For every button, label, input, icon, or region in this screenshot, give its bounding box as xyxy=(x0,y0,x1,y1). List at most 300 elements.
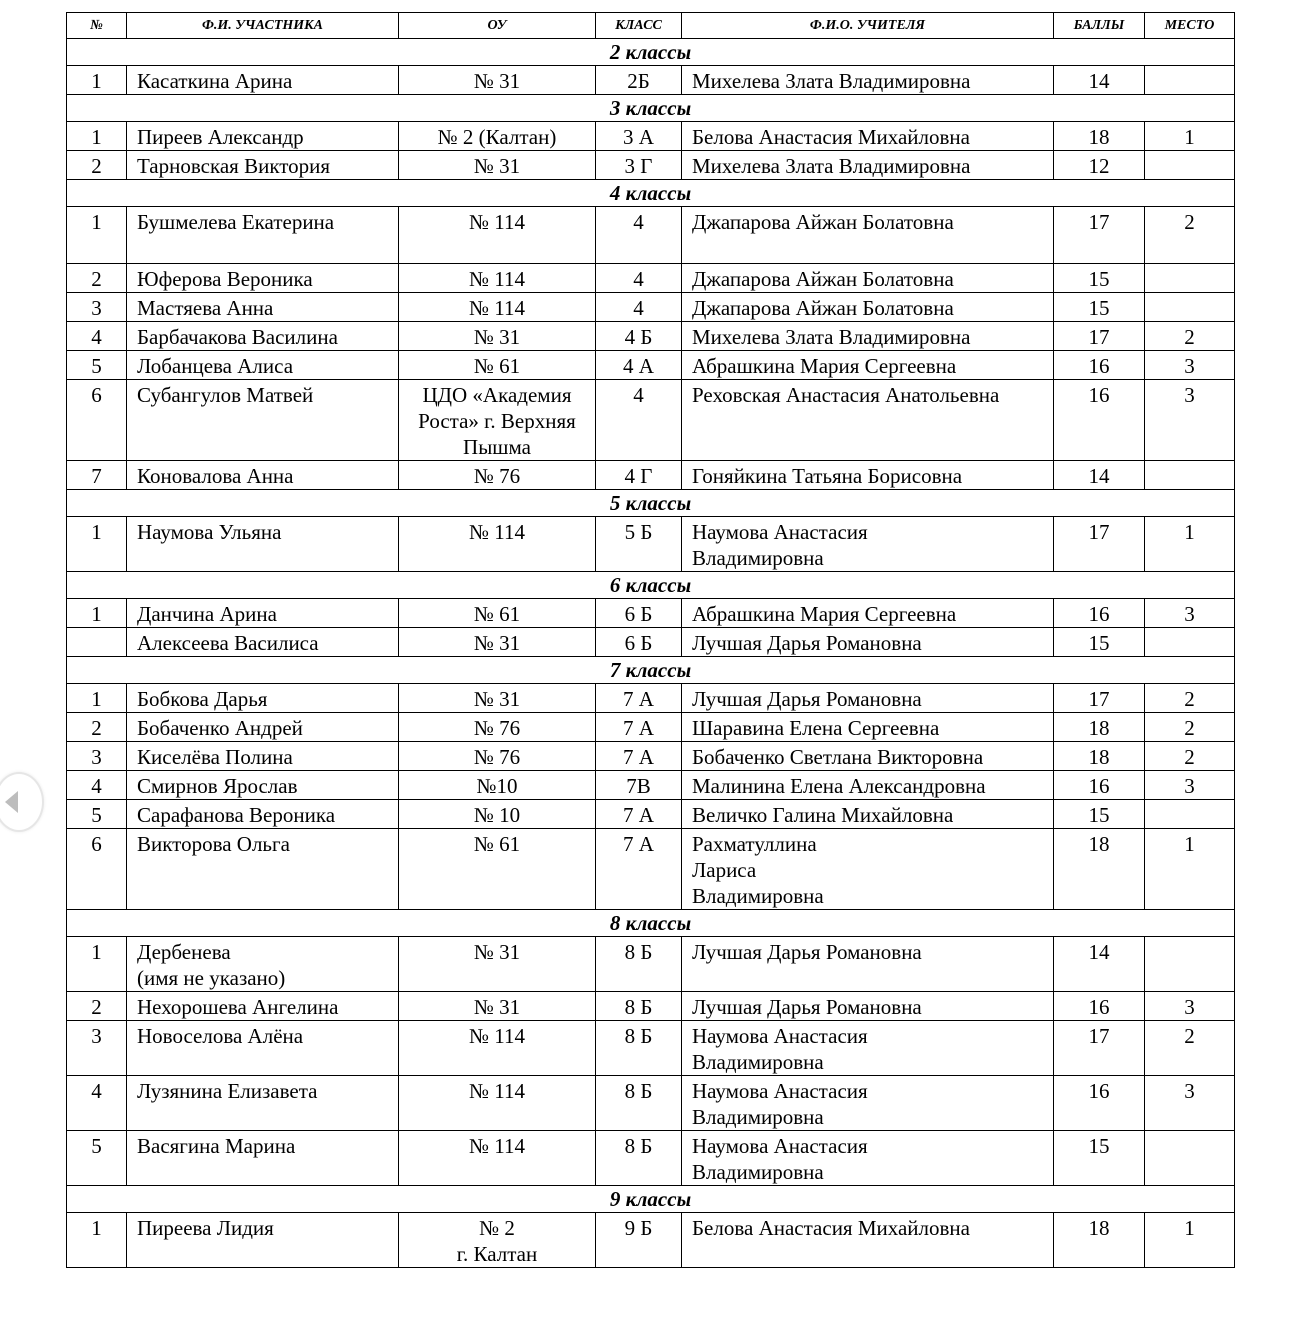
place-cell xyxy=(1145,351,1235,380)
section-title: 6 классы xyxy=(67,572,1235,599)
row-number-text: 7 xyxy=(91,464,102,488)
row-number-text: 6 xyxy=(91,832,102,856)
section-header-row xyxy=(67,490,1235,517)
participant-name xyxy=(127,684,399,713)
grade-cell xyxy=(596,713,682,742)
school-cell xyxy=(399,1213,596,1268)
participant-name-text: Дербенева (имя не указано) xyxy=(137,940,286,990)
table-row xyxy=(67,713,1235,742)
row-number-text: 4 xyxy=(91,774,102,798)
place-cell xyxy=(1145,628,1235,657)
row-number-text: 1 xyxy=(91,520,102,544)
table-body xyxy=(67,39,1235,1268)
place-cell xyxy=(1145,992,1235,1021)
place-cell-text: 1 xyxy=(1184,832,1195,856)
place-cell xyxy=(1145,461,1235,490)
participant-name xyxy=(127,66,399,95)
row-number-text: 1 xyxy=(91,687,102,711)
participant-name-text: Викторова Ольга xyxy=(137,832,290,856)
score-cell-text: 18 xyxy=(1088,832,1110,856)
school-cell-text: № 76 xyxy=(473,716,521,740)
teacher-name-text: Гоняйкина Татьяна Борисовна xyxy=(692,464,963,488)
grade-cell xyxy=(596,1021,682,1076)
grade-cell-text: 8 Б xyxy=(624,995,653,1019)
section-title: 4 классы xyxy=(67,180,1235,207)
place-cell-text: 2 xyxy=(1184,716,1195,740)
teacher-name-text: Белова Анастасия Михайловна xyxy=(692,125,970,149)
section-header-row xyxy=(67,180,1235,207)
participant-name xyxy=(127,207,399,264)
table-row xyxy=(67,599,1235,628)
teacher-name-text: Наумова Анастасия Владимировна xyxy=(692,1024,868,1074)
table-row xyxy=(67,937,1235,992)
school-cell xyxy=(399,66,596,95)
teacher-name xyxy=(682,599,1054,628)
participant-name xyxy=(127,800,399,829)
school-cell xyxy=(399,937,596,992)
grade-cell-text: 7 А xyxy=(623,745,654,769)
teacher-name-text: Джапарова Айжан Болатовна xyxy=(692,267,954,291)
header-teacher: Ф.И.О. УЧИТЕЛЯ xyxy=(682,13,1054,39)
participant-name xyxy=(127,264,399,293)
row-number-text: 5 xyxy=(91,354,102,378)
row-number-text: 1 xyxy=(91,210,102,234)
school-cell-text: № 76 xyxy=(473,464,521,488)
school-cell xyxy=(399,461,596,490)
participant-name-text: Бобкова Дарья xyxy=(137,687,268,711)
participant-name xyxy=(127,293,399,322)
participant-name-text: Киселёва Полина xyxy=(137,745,293,769)
score-cell xyxy=(1054,66,1145,95)
place-cell xyxy=(1145,151,1235,180)
teacher-name xyxy=(682,517,1054,572)
table-row xyxy=(67,1131,1235,1186)
place-cell xyxy=(1145,1076,1235,1131)
score-cell-text: 17 xyxy=(1088,325,1110,349)
section-title: 3 классы xyxy=(67,95,1235,122)
teacher-name-text: Абрашкина Мария Сергеевна xyxy=(692,602,957,626)
section-header-row xyxy=(67,572,1235,599)
participant-name xyxy=(127,351,399,380)
chevron-left-icon xyxy=(5,791,18,813)
score-cell-text: 18 xyxy=(1088,125,1110,149)
score-cell-text: 15 xyxy=(1088,1134,1110,1158)
participant-name-text: Нехорошева Ангелина xyxy=(137,995,339,1019)
score-cell xyxy=(1054,264,1145,293)
teacher-name xyxy=(682,351,1054,380)
table-row xyxy=(67,66,1235,95)
row-number xyxy=(67,992,127,1021)
row-number-text: 2 xyxy=(91,995,102,1019)
school-cell xyxy=(399,628,596,657)
score-cell-text: 17 xyxy=(1088,210,1110,234)
grade-cell xyxy=(596,992,682,1021)
participant-name-text: Бобаченко Андрей xyxy=(137,716,303,740)
participant-name xyxy=(127,151,399,180)
section-header-row xyxy=(67,1186,1235,1213)
teacher-name-text: Наумова Анастасия Владимировна xyxy=(692,520,868,570)
row-number xyxy=(67,293,127,322)
school-cell-text: № 114 xyxy=(468,1024,525,1048)
row-number xyxy=(67,351,127,380)
section-title: 5 классы xyxy=(67,490,1235,517)
teacher-name-text: Бобаченко Светлана Викторовна xyxy=(692,745,984,769)
section-header-row xyxy=(67,39,1235,66)
place-cell-text: 2 xyxy=(1184,325,1195,349)
place-cell xyxy=(1145,684,1235,713)
table-row xyxy=(67,293,1235,322)
participant-name-text: Мастяева Анна xyxy=(137,296,274,320)
grade-cell-text: 4 xyxy=(633,383,644,407)
grade-cell-text: 4 xyxy=(633,296,644,320)
school-cell-text: № 2 г. Калтан xyxy=(456,1216,538,1266)
score-cell-text: 16 xyxy=(1088,383,1110,407)
grade-cell xyxy=(596,684,682,713)
table-row xyxy=(67,771,1235,800)
score-cell xyxy=(1054,1131,1145,1186)
grade-cell xyxy=(596,771,682,800)
teacher-name-text: Лучшая Дарья Романовна xyxy=(692,687,922,711)
school-cell-text: № 2 (Калтан) xyxy=(437,125,557,149)
teacher-name xyxy=(682,628,1054,657)
grade-cell xyxy=(596,517,682,572)
teacher-name xyxy=(682,800,1054,829)
score-cell-text: 16 xyxy=(1088,995,1110,1019)
participant-name xyxy=(127,1213,399,1268)
row-number-text: 1 xyxy=(91,1216,102,1240)
place-cell-text: 3 xyxy=(1184,602,1195,626)
score-cell-text: 18 xyxy=(1088,745,1110,769)
participant-name-text: Юферова Вероника xyxy=(137,267,313,291)
score-cell xyxy=(1054,322,1145,351)
school-cell xyxy=(399,1076,596,1131)
row-number-text: 6 xyxy=(91,383,102,407)
score-cell xyxy=(1054,461,1145,490)
school-cell xyxy=(399,380,596,461)
school-cell xyxy=(399,771,596,800)
score-cell-text: 17 xyxy=(1088,687,1110,711)
teacher-name xyxy=(682,151,1054,180)
table-row xyxy=(67,517,1235,572)
table-row xyxy=(67,264,1235,293)
grade-cell-text: 8 Б xyxy=(624,1024,653,1048)
grade-cell xyxy=(596,829,682,910)
grade-cell xyxy=(596,742,682,771)
place-cell-text: 2 xyxy=(1184,210,1195,234)
section-title: 8 классы xyxy=(67,910,1235,937)
place-cell xyxy=(1145,322,1235,351)
header-school: ОУ xyxy=(399,13,596,39)
place-cell xyxy=(1145,800,1235,829)
grade-cell-text: 7 А xyxy=(623,832,654,856)
score-cell xyxy=(1054,351,1145,380)
school-cell xyxy=(399,122,596,151)
table-row xyxy=(67,461,1235,490)
row-number xyxy=(67,742,127,771)
row-number-text: 1 xyxy=(91,125,102,149)
row-number-text: 1 xyxy=(91,69,102,93)
participant-name-text: Пиреева Лидия xyxy=(137,1216,274,1240)
teacher-name-text: Белова Анастасия Михайловна xyxy=(692,1216,970,1240)
grade-cell xyxy=(596,207,682,264)
score-cell-text: 16 xyxy=(1088,602,1110,626)
row-number-text: 2 xyxy=(91,154,102,178)
header-participant: Ф.И. УЧАСТНИКА xyxy=(127,13,399,39)
row-number xyxy=(67,713,127,742)
score-cell xyxy=(1054,1213,1145,1268)
grade-cell xyxy=(596,628,682,657)
school-cell xyxy=(399,800,596,829)
place-cell-text: 3 xyxy=(1184,1079,1195,1103)
row-number-text: 1 xyxy=(91,940,102,964)
section-title: 7 классы xyxy=(67,657,1235,684)
grade-cell-text: 8 Б xyxy=(624,940,653,964)
table-row xyxy=(67,800,1235,829)
row-number xyxy=(67,517,127,572)
place-cell xyxy=(1145,380,1235,461)
participant-name xyxy=(127,992,399,1021)
teacher-name xyxy=(682,264,1054,293)
school-cell-text: № 61 xyxy=(473,354,521,378)
participant-name-text: Алексеева Василиса xyxy=(137,631,319,655)
grade-cell xyxy=(596,122,682,151)
row-number xyxy=(67,599,127,628)
place-cell-text: 1 xyxy=(1184,1216,1195,1240)
teacher-name xyxy=(682,461,1054,490)
score-cell xyxy=(1054,771,1145,800)
row-number-text: 4 xyxy=(91,1079,102,1103)
grade-cell xyxy=(596,66,682,95)
place-cell-text: 3 xyxy=(1184,383,1195,407)
place-cell-text: 1 xyxy=(1184,125,1195,149)
participant-name-text: Касаткина Арина xyxy=(137,69,293,93)
row-number-text: 1 xyxy=(91,602,102,626)
school-cell xyxy=(399,1021,596,1076)
grade-cell xyxy=(596,151,682,180)
school-cell xyxy=(399,151,596,180)
school-cell xyxy=(399,829,596,910)
participant-name-text: Коновалова Анна xyxy=(137,464,294,488)
grade-cell-text: 2Б xyxy=(627,69,650,93)
school-cell-text: № 31 xyxy=(473,154,521,178)
school-cell xyxy=(399,322,596,351)
table-row xyxy=(67,684,1235,713)
grade-cell xyxy=(596,293,682,322)
row-number xyxy=(67,380,127,461)
grade-cell-text: 7В xyxy=(626,774,651,798)
participant-name-text: Бушмелева Екатерина xyxy=(137,210,335,234)
score-cell-text: 17 xyxy=(1088,520,1110,544)
grade-cell xyxy=(596,322,682,351)
school-cell xyxy=(399,517,596,572)
section-header-row xyxy=(67,657,1235,684)
score-cell-text: 15 xyxy=(1088,296,1110,320)
place-cell-text: 3 xyxy=(1184,354,1195,378)
participant-name-text: Субангулов Матвей xyxy=(137,383,314,407)
school-cell-text: № 31 xyxy=(473,325,521,349)
participant-name xyxy=(127,1076,399,1131)
score-cell xyxy=(1054,599,1145,628)
row-number xyxy=(67,628,127,657)
grade-cell xyxy=(596,599,682,628)
score-cell-text: 15 xyxy=(1088,631,1110,655)
row-number-text: 5 xyxy=(91,803,102,827)
teacher-name xyxy=(682,771,1054,800)
school-cell-text: № 31 xyxy=(473,687,521,711)
header-row xyxy=(67,13,1235,39)
row-number xyxy=(67,322,127,351)
header-score: БАЛЛЫ xyxy=(1054,13,1145,39)
participant-name-text: Тарновская Виктория xyxy=(137,154,331,178)
place-cell xyxy=(1145,713,1235,742)
teacher-name xyxy=(682,207,1054,264)
teacher-name-text: Михелева Злата Владимировна xyxy=(692,69,971,93)
school-cell-text: № 31 xyxy=(473,631,521,655)
place-cell xyxy=(1145,771,1235,800)
school-cell-text: № 114 xyxy=(468,1079,525,1103)
participant-name xyxy=(127,628,399,657)
score-cell xyxy=(1054,742,1145,771)
place-cell xyxy=(1145,599,1235,628)
grade-cell-text: 4 Г xyxy=(624,464,653,488)
place-cell xyxy=(1145,742,1235,771)
participant-name xyxy=(127,122,399,151)
row-number xyxy=(67,800,127,829)
teacher-name-text: Лучшая Дарья Романовна xyxy=(692,940,922,964)
grade-cell-text: 7 А xyxy=(623,716,654,740)
row-number-text: 3 xyxy=(91,745,102,769)
place-cell xyxy=(1145,207,1235,264)
teacher-name xyxy=(682,713,1054,742)
participant-name xyxy=(127,517,399,572)
participant-name-text: Пиреев Александр xyxy=(137,125,304,149)
row-number-text: 3 xyxy=(91,1024,102,1048)
score-cell-text: 15 xyxy=(1088,803,1110,827)
score-cell xyxy=(1054,937,1145,992)
school-cell xyxy=(399,264,596,293)
teacher-name xyxy=(682,1021,1054,1076)
participant-name xyxy=(127,1131,399,1186)
table-row xyxy=(67,992,1235,1021)
row-number xyxy=(67,1213,127,1268)
school-cell xyxy=(399,684,596,713)
grade-cell-text: 8 Б xyxy=(624,1079,653,1103)
participant-name xyxy=(127,599,399,628)
table-row xyxy=(67,322,1235,351)
teacher-name xyxy=(682,742,1054,771)
table-row xyxy=(67,151,1235,180)
header-grade: КЛАСС xyxy=(596,13,682,39)
section-header-row xyxy=(67,910,1235,937)
participant-name-text: Новоселова Алёна xyxy=(137,1024,304,1048)
participant-name-text: Барбачакова Василина xyxy=(137,325,338,349)
teacher-name-text: Наумова Анастасия Владимировна xyxy=(692,1134,868,1184)
school-cell xyxy=(399,599,596,628)
score-cell xyxy=(1054,800,1145,829)
previous-page-button[interactable] xyxy=(0,772,44,832)
row-number-text: 4 xyxy=(91,325,102,349)
grade-cell xyxy=(596,461,682,490)
place-cell xyxy=(1145,122,1235,151)
score-cell xyxy=(1054,517,1145,572)
place-cell-text: 3 xyxy=(1184,774,1195,798)
teacher-name xyxy=(682,293,1054,322)
grade-cell-text: 5 Б xyxy=(624,520,653,544)
row-number xyxy=(67,937,127,992)
row-number-text: 5 xyxy=(91,1134,102,1158)
section-title: 9 классы xyxy=(67,1186,1235,1213)
table-row xyxy=(67,380,1235,461)
row-number xyxy=(67,771,127,800)
table-row xyxy=(67,628,1235,657)
score-cell xyxy=(1054,207,1145,264)
grade-cell-text: 3 А xyxy=(623,125,654,149)
teacher-name-text: Михелева Злата Владимировна xyxy=(692,154,971,178)
school-cell xyxy=(399,207,596,264)
section-title: 2 классы xyxy=(67,39,1235,66)
school-cell-text: № 114 xyxy=(468,267,525,291)
teacher-name-text: Наумова Анастасия Владимировна xyxy=(692,1079,868,1129)
row-number xyxy=(67,684,127,713)
participant-name-text: Лузянина Елизавета xyxy=(137,1079,318,1103)
row-number xyxy=(67,1076,127,1131)
teacher-name-text: Рахматуллина Лариса Владимировна xyxy=(692,832,824,908)
place-cell xyxy=(1145,1021,1235,1076)
place-cell-text: 2 xyxy=(1184,1024,1195,1048)
row-number xyxy=(67,461,127,490)
table-row xyxy=(67,1021,1235,1076)
school-cell xyxy=(399,713,596,742)
participant-name-text: Наумова Ульяна xyxy=(137,520,282,544)
score-cell-text: 14 xyxy=(1088,69,1110,93)
teacher-name xyxy=(682,829,1054,910)
place-cell-text: 2 xyxy=(1184,687,1195,711)
participant-name xyxy=(127,742,399,771)
teacher-name-text: Лучшая Дарья Романовна xyxy=(692,995,922,1019)
table-row xyxy=(67,829,1235,910)
teacher-name-text: Лучшая Дарья Романовна xyxy=(692,631,922,655)
table-row xyxy=(67,207,1235,264)
row-number xyxy=(67,207,127,264)
teacher-name xyxy=(682,1076,1054,1131)
row-number xyxy=(67,264,127,293)
school-cell xyxy=(399,992,596,1021)
row-number xyxy=(67,66,127,95)
teacher-name xyxy=(682,992,1054,1021)
grade-cell-text: 4 xyxy=(633,210,644,234)
school-cell-text: № 61 xyxy=(473,832,521,856)
grade-cell xyxy=(596,937,682,992)
place-cell-text: 1 xyxy=(1184,520,1195,544)
teacher-name-text: Джапарова Айжан Болатовна xyxy=(692,296,954,320)
row-number xyxy=(67,122,127,151)
score-cell xyxy=(1054,992,1145,1021)
score-cell-text: 18 xyxy=(1088,1216,1110,1240)
grade-cell-text: 3 Г xyxy=(624,154,653,178)
score-cell-text: 14 xyxy=(1088,464,1110,488)
participant-name-text: Васягина Марина xyxy=(137,1134,296,1158)
row-number xyxy=(67,829,127,910)
school-cell-text: № 31 xyxy=(473,69,521,93)
participant-name-text: Сарафанова Вероника xyxy=(137,803,336,827)
school-cell-text: № 61 xyxy=(473,602,521,626)
score-cell xyxy=(1054,151,1145,180)
participant-name xyxy=(127,1021,399,1076)
score-cell-text: 12 xyxy=(1088,154,1110,178)
place-cell xyxy=(1145,66,1235,95)
row-number xyxy=(67,1131,127,1186)
row-number xyxy=(67,1021,127,1076)
